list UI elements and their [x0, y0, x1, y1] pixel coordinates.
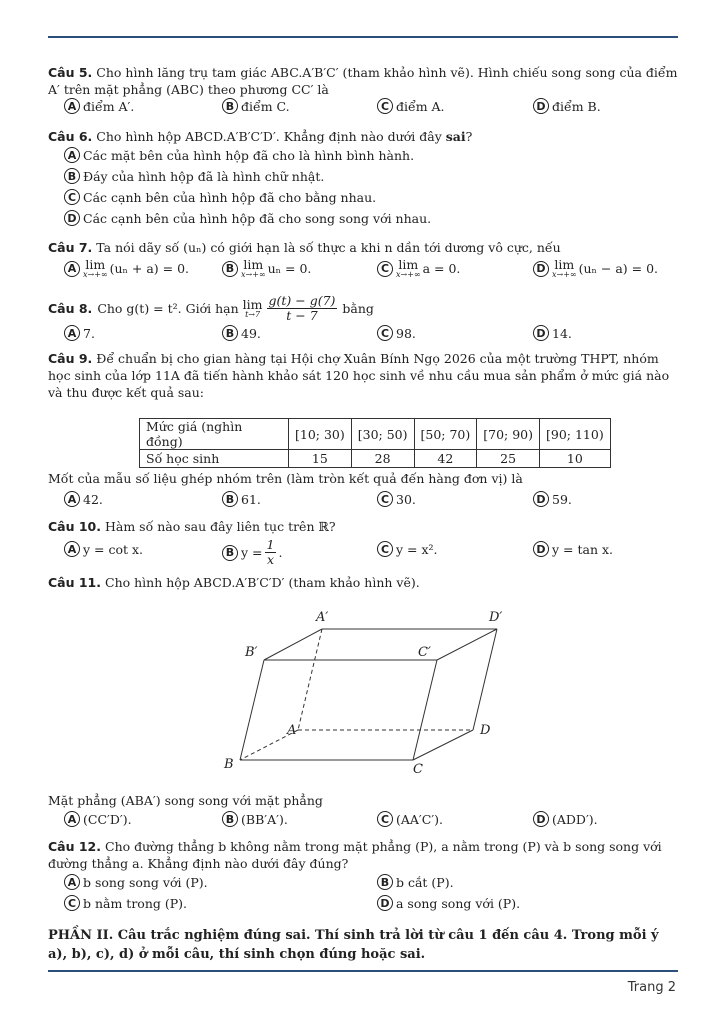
option-d[interactable]: D (ADD′).: [533, 811, 598, 827]
question-text: Cho hình hộp ABCD.A′B′C′D′. Khẳng định nào dưới đây: [96, 129, 446, 144]
option-d[interactable]: D 59.: [533, 491, 572, 507]
option-b[interactable]: B b cắt (P).: [377, 874, 454, 890]
edge-d1-c1: [437, 629, 497, 660]
option-c[interactable]: C lim x→+∞ a = 0.: [377, 258, 460, 279]
fraction: $\frac{g(t) - g(7)}{t - 7}$: [268, 292, 336, 323]
question-5: [48, 64, 678, 98]
option-c[interactable]: C 30.: [377, 491, 416, 507]
q11-options: [64, 811, 684, 831]
question-text: Hàm số nào sau đây liên tục trên ℝ?: [105, 519, 336, 534]
table-header-cell: Số học sinh: [140, 450, 289, 468]
option-a[interactable]: A (CC′D′).: [64, 811, 132, 827]
q5-options: [64, 98, 684, 118]
edge-b1-a1: [264, 629, 322, 660]
vertex-label: C′: [418, 645, 431, 660]
table-row: [140, 419, 611, 450]
option-a[interactable]: A y = cot x.: [64, 541, 143, 557]
q7-options: [64, 258, 684, 284]
q9-options: [64, 491, 684, 511]
option-b[interactable]: B 49.: [222, 325, 261, 341]
q6-option-c[interactable]: C Các cạnh bên của hình hộp đã cho bằng nhau.: [64, 189, 376, 205]
q6-option-b[interactable]: B Đáy của hình hộp đã là hình chữ nhật.: [64, 168, 324, 184]
table-cell: [50; 70): [414, 419, 477, 450]
vertex-label: C: [413, 762, 423, 777]
option-a[interactable]: A 7.: [64, 325, 95, 341]
option-b[interactable]: B điểm C.: [222, 98, 290, 114]
option-c[interactable]: C điểm A.: [377, 98, 445, 114]
question-text: Cho hình lăng trụ tam giác ABC.A′B′C′ (tham khảo hình vẽ). Hình chiếu song song của điểm A′ trên mặt phẳng (ABC) theo phương CC′ là: [48, 65, 678, 97]
vertex-label: A′: [316, 610, 329, 625]
page-number: Trang 2: [627, 980, 676, 995]
top-rule: [48, 36, 678, 38]
part-2-heading: PHẦN II. Câu trắc nghiệm đúng sai. Thí sinh trả lời từ câu 1 đến câu 4. Trong mỗi ý a), b), c), d) ở mỗi câu, thí sinh chọn đúng hoặc sai.: [48, 928, 659, 962]
table-cell: [10; 30): [289, 419, 352, 450]
table-cell: 10: [540, 450, 611, 468]
q10-options: [64, 538, 684, 568]
table-cell: 25: [477, 450, 540, 468]
question-number: Câu 9.: [48, 351, 93, 366]
frequency-table: [139, 418, 611, 468]
option-b[interactable]: B (BB′A′).: [222, 811, 288, 827]
question-text: Cho hình hộp ABCD.A′B′C′D′ (tham khảo hình vẽ).: [105, 575, 420, 590]
question-6: Câu 6. Cho hình hộp ABCD.A′B′C′D′. Khẳng định nào dưới đây sai?: [48, 129, 473, 144]
parallelepiped-figure: [0, 605, 724, 805]
question-number: Câu 11.: [48, 575, 102, 590]
question-7: [48, 239, 678, 256]
question-10: [48, 518, 678, 535]
table-cell: 15: [289, 450, 352, 468]
vertex-label: B: [224, 757, 234, 772]
table-cell: [90; 110): [540, 419, 611, 450]
option-c[interactable]: C y = x².: [377, 541, 438, 557]
question-text: Để chuẩn bị cho gian hàng tại Hội chợ Xuân Bính Ngọ 2026 của một trường THPT, nhóm học sinh của lớp 11A đã tiến hành khảo sát 120 học sinh về nhu cầu mua sản phẩm ở mức giá nào và thu được kết quả sau:: [48, 351, 670, 400]
question-text: Cho đường thẳng b không nằm trong mặt phẳng (P), a nằm trong (P) và b song song với đường thẳng a. Khẳng định nào dưới đây đúng?: [48, 839, 662, 871]
option-a[interactable]: A điểm A′.: [64, 98, 134, 114]
option-a[interactable]: A 42.: [64, 491, 103, 507]
edge-d1-d: [473, 629, 497, 730]
question-number: Câu 6.: [48, 129, 93, 144]
option-b[interactable]: B 61.: [222, 491, 261, 507]
question-9: [48, 350, 678, 401]
question-number: Câu 12.: [48, 839, 102, 854]
edge-b1-b: [240, 660, 264, 760]
q6-option-d[interactable]: D Các cạnh bên của hình hộp đã cho song song với nhau.: [64, 210, 431, 226]
option-c[interactable]: C b nằm trong (P).: [64, 895, 187, 911]
question-number: Câu 8.: [48, 300, 93, 316]
option-a[interactable]: A b song song với (P).: [64, 874, 208, 890]
option-d[interactable]: D y = tan x.: [533, 541, 613, 557]
question-8: Câu 8. Cho g(t) = t². Giới hạn lim t→7 $\frac{g(t) - g(7)}{t - 7}$ bằng: [48, 292, 374, 323]
q8-options: [64, 325, 684, 345]
option-d[interactable]: D điểm B.: [533, 98, 601, 114]
option-c[interactable]: C (AA′C′).: [377, 811, 443, 827]
option-c[interactable]: C 98.: [377, 325, 416, 341]
bottom-rule: [48, 970, 678, 972]
table-cell: 42: [414, 450, 477, 468]
question-text: Ta nói dãy số (uₙ) có giới hạn là số thực a khi n dần tới dương vô cực, nếu: [96, 240, 561, 255]
option-a[interactable]: A lim x→+∞ (uₙ + a) = 0.: [64, 258, 189, 279]
vertex-label: D: [480, 723, 491, 738]
option-b[interactable]: B y = $\frac{1}{x}$ .: [222, 538, 282, 567]
table-header-cell: Mức giá (nghìn đồng): [140, 419, 289, 450]
option-d[interactable]: D 14.: [533, 325, 572, 341]
question-emphasis: sai: [445, 129, 466, 144]
q12-options-row1: [64, 874, 684, 894]
question-text: Cho g(t) = t². Giới hạn: [97, 300, 239, 316]
table-cell: [70; 90): [477, 419, 540, 450]
question-number: Câu 7.: [48, 240, 93, 255]
q9-followup: Mốt của mẫu số liệu ghép nhóm trên (làm tròn kết quả đến hàng đơn vị) là: [48, 471, 523, 486]
edge-a1-a-hidden: [298, 629, 322, 730]
question-number: Câu 10.: [48, 519, 102, 534]
table-row: [140, 450, 611, 468]
option-d[interactable]: D lim x→+∞ (uₙ − a) = 0.: [533, 258, 658, 279]
question-number: Câu 5.: [48, 65, 93, 80]
vertex-label: D′: [489, 610, 503, 625]
vertex-label: A: [287, 723, 297, 738]
option-d[interactable]: D a song song với (P).: [377, 895, 520, 911]
table-cell: [30; 50): [351, 419, 414, 450]
q6-option-a[interactable]: A Các mặt bên của hình hộp đã cho là hình bình hành.: [64, 147, 414, 163]
question-11: [48, 574, 678, 591]
q11-followup: Mặt phẳng (ABA′) song song với mặt phẳng: [48, 793, 323, 808]
q12-options-row2: [64, 895, 684, 915]
option-b[interactable]: B lim x→+∞ uₙ = 0.: [222, 258, 311, 279]
table-cell: 28: [351, 450, 414, 468]
question-12: [48, 838, 678, 872]
edge-c-d: [413, 730, 473, 760]
vertex-label: B′: [245, 645, 258, 660]
edge-c1-c: [413, 660, 437, 760]
